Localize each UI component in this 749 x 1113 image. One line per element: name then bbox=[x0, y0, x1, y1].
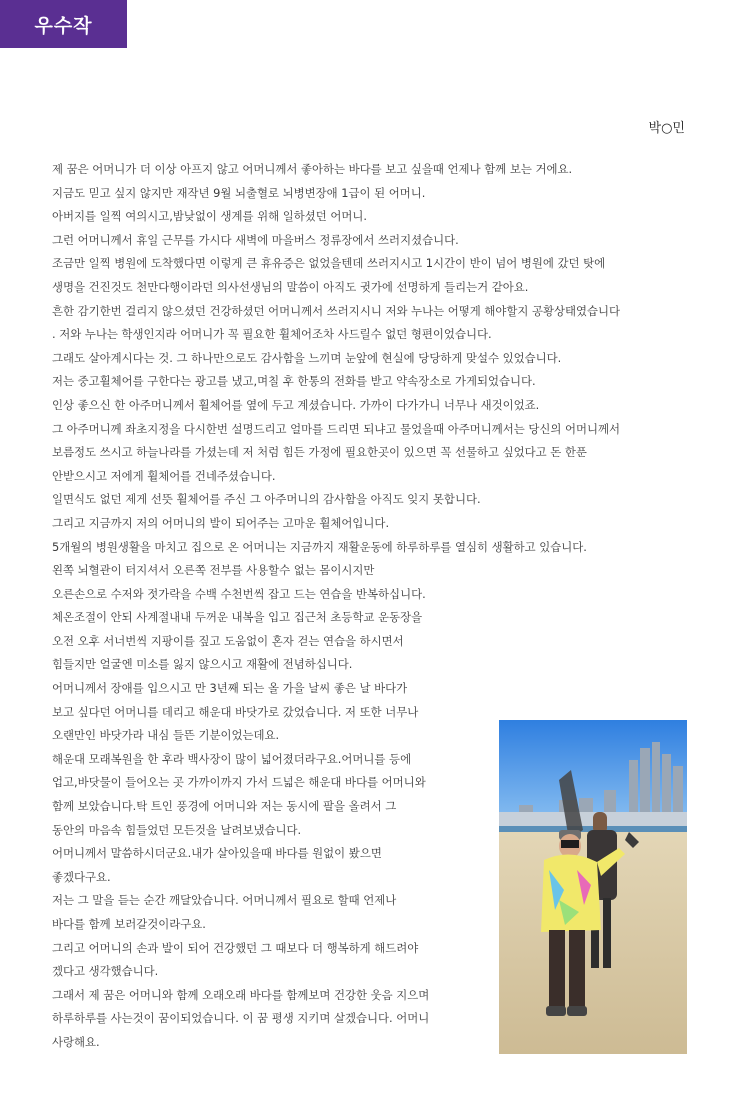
author-name: 박○민 bbox=[648, 121, 685, 136]
essay-line: 오랜만인 바닷가라 내심 들뜬 기분이었는데요. bbox=[52, 728, 280, 743]
essay-line: 지금도 믿고 싶지 않지만 재작년 9월 뇌출혈로 뇌병변장애 1급이 된 어머니. bbox=[52, 185, 426, 200]
award-badge bbox=[0, 0, 127, 48]
essay-line: 좋겠다구요. bbox=[52, 869, 111, 884]
essay-line: 생명을 건진것도 천만다행이라던 의사선생님의 말씀이 아직도 귓가에 선명하게 들리는거 같아요. bbox=[52, 279, 529, 294]
essay-line: 왼쪽 뇌혈관이 터지셔서 오른쪽 전부를 사용할수 없는 몸이시지만 bbox=[52, 563, 375, 578]
essay-line: 어머니께서 장애를 입으시고 만 3년째 되는 올 가을 날씨 좋은 날 바다가 bbox=[52, 681, 408, 696]
essay-line: 인상 좋으신 한 아주머니께서 휠체어를 옆에 두고 계셨습니다. 가까이 다가가니 너무나 새것이었죠. bbox=[52, 397, 540, 412]
essay-line: 제 꿈은 어머니가 더 이상 아프지 않고 어머니께서 좋아하는 바다를 보고 싶을때 언제나 함께 보는 거에요. bbox=[52, 162, 573, 176]
essay-line: 어머니께서 말씀하시더군요.내가 살아있을때 바다를 원없이 봤으면 bbox=[52, 846, 382, 861]
essay-line: 해운대 모래복원을 한 후라 백사장이 많이 넓어졌더라구요.어머니를 등에 bbox=[52, 751, 412, 766]
essay-line: 안받으시고 저에게 휠체어를 건네주셨습니다. bbox=[52, 468, 276, 483]
beach-photo-image bbox=[499, 720, 687, 1054]
essay-line: 업고,바닷물이 들어오는 곳 가까이까지 가서 드넓은 해운대 바다를 어머니와 bbox=[52, 775, 426, 790]
essay-line: 5개월의 병원생활을 마치고 집으로 온 어머니는 지금까지 재활운동에 하루하루를 열심히 생활하고 있습니다. bbox=[52, 539, 587, 554]
essay-line: 그리고 어머니의 손과 발이 되어 건강했던 그 때보다 더 행복하게 해드려야 bbox=[52, 940, 419, 955]
essay-line: 겠다고 생각했습니다. bbox=[52, 964, 159, 979]
beach-photo bbox=[499, 720, 687, 1054]
essay-line: 힘들지만 얼굴엔 미소를 잃지 않으시고 재활에 전념하십니다. bbox=[52, 657, 353, 672]
essay-line: . 저와 누나는 학생인지라 어머니가 꼭 필요한 휠체어조차 사드릴수 없던 형편이었습니다. bbox=[52, 327, 492, 342]
essay-line: 일면식도 없던 제게 선뜻 휠체어를 주신 그 아주머니의 감사함을 아직도 잊지 못합니다. bbox=[52, 492, 481, 507]
essay-line: 그리고 지금까지 저의 어머니의 발이 되어주는 고마운 휠체어입니다. bbox=[52, 515, 390, 530]
essay-line: 그 아주머니께 좌초지정을 다시한번 설명드리고 얼마를 드리면 되냐고 물었을때 아주머니께서는 당신의 어머니께서 bbox=[52, 421, 620, 436]
essay-line: 그래서 제 꿈은 어머니와 함께 오래오래 바다를 함께보며 건강한 웃음 지으며 bbox=[52, 987, 430, 1002]
essay-line: 저는 그 말을 듣는 순간 깨달았습니다. 어머니께서 필요로 할때 언제나 bbox=[52, 893, 397, 908]
essay-line: 그래도 살아계시다는 것. 그 하나만으로도 감사함을 느끼며 눈앞에 현실에 당당하게 맞설수 있었습니다. bbox=[52, 350, 562, 365]
essay-line: 체온조절이 안되 사계절내내 두꺼운 내복을 입고 집근처 초등학교 운동장을 bbox=[52, 610, 423, 625]
essay-line: 보름정도 쓰시고 하늘나라를 가셨는데 저 처럼 힘든 가정에 필요한곳이 있으면 꼭 선물하고 싶었다고 돈 한푼 bbox=[52, 445, 587, 460]
essay-line: 하루하루를 사는것이 꿈이되었습니다. 이 꿈 평생 지키며 살겠습니다. 어머니 bbox=[52, 1011, 430, 1026]
award-badge-label: 우수작 bbox=[34, 14, 93, 37]
essay-line: 오전 오후 서너번씩 지팡이를 짚고 도움없이 혼자 걷는 연습을 하시면서 bbox=[52, 633, 404, 648]
essay-line: 흔한 감기한번 걸리지 않으셨던 건강하셨던 어머니께서 쓰러지시니 저와 누나는 어떻게 해야할지 공황상태였습니다 bbox=[52, 303, 620, 318]
essay-line: 동안의 마음속 힘들었던 모든것을 날려보냈습니다. bbox=[52, 822, 302, 837]
essay-line: 조금만 일찍 병원에 도착했다면 이렇게 큰 휴유증은 없었을텐데 쓰러지시고 1시간이 반이 넘어 병원에 갔던 탓에 bbox=[52, 256, 606, 271]
essay-line: 저는 중고휠체어를 구한다는 광고를 냈고,며칠 후 한통의 전화를 받고 약속장소로 가게되었습니다. bbox=[52, 374, 536, 389]
essay-line: 함께 보았습니다.탁 트인 풍경에 어머니와 저는 동시에 팔을 올려서 그 bbox=[52, 799, 397, 814]
essay-line: 그런 어머니께서 휴일 근무를 가시다 새벽에 마을버스 정류장에서 쓰러지셨습니다. bbox=[52, 232, 459, 247]
essay-line: 사랑해요. bbox=[52, 1034, 100, 1049]
essay-line: 오른손으로 수저와 젓가락을 수백 수천번씩 잡고 드는 연습을 반복하십니다. bbox=[52, 586, 426, 601]
essay-line: 바다를 함께 보러갈것이라구요. bbox=[52, 917, 206, 931]
essay-line: 보고 싶다던 어머니를 데리고 해운대 바닷가로 갔었습니다. 저 또한 너무나 bbox=[52, 704, 419, 719]
essay-line: 아버지를 일찍 여의시고,밤낮없이 생계를 위해 일하셨던 어머니. bbox=[52, 209, 368, 224]
